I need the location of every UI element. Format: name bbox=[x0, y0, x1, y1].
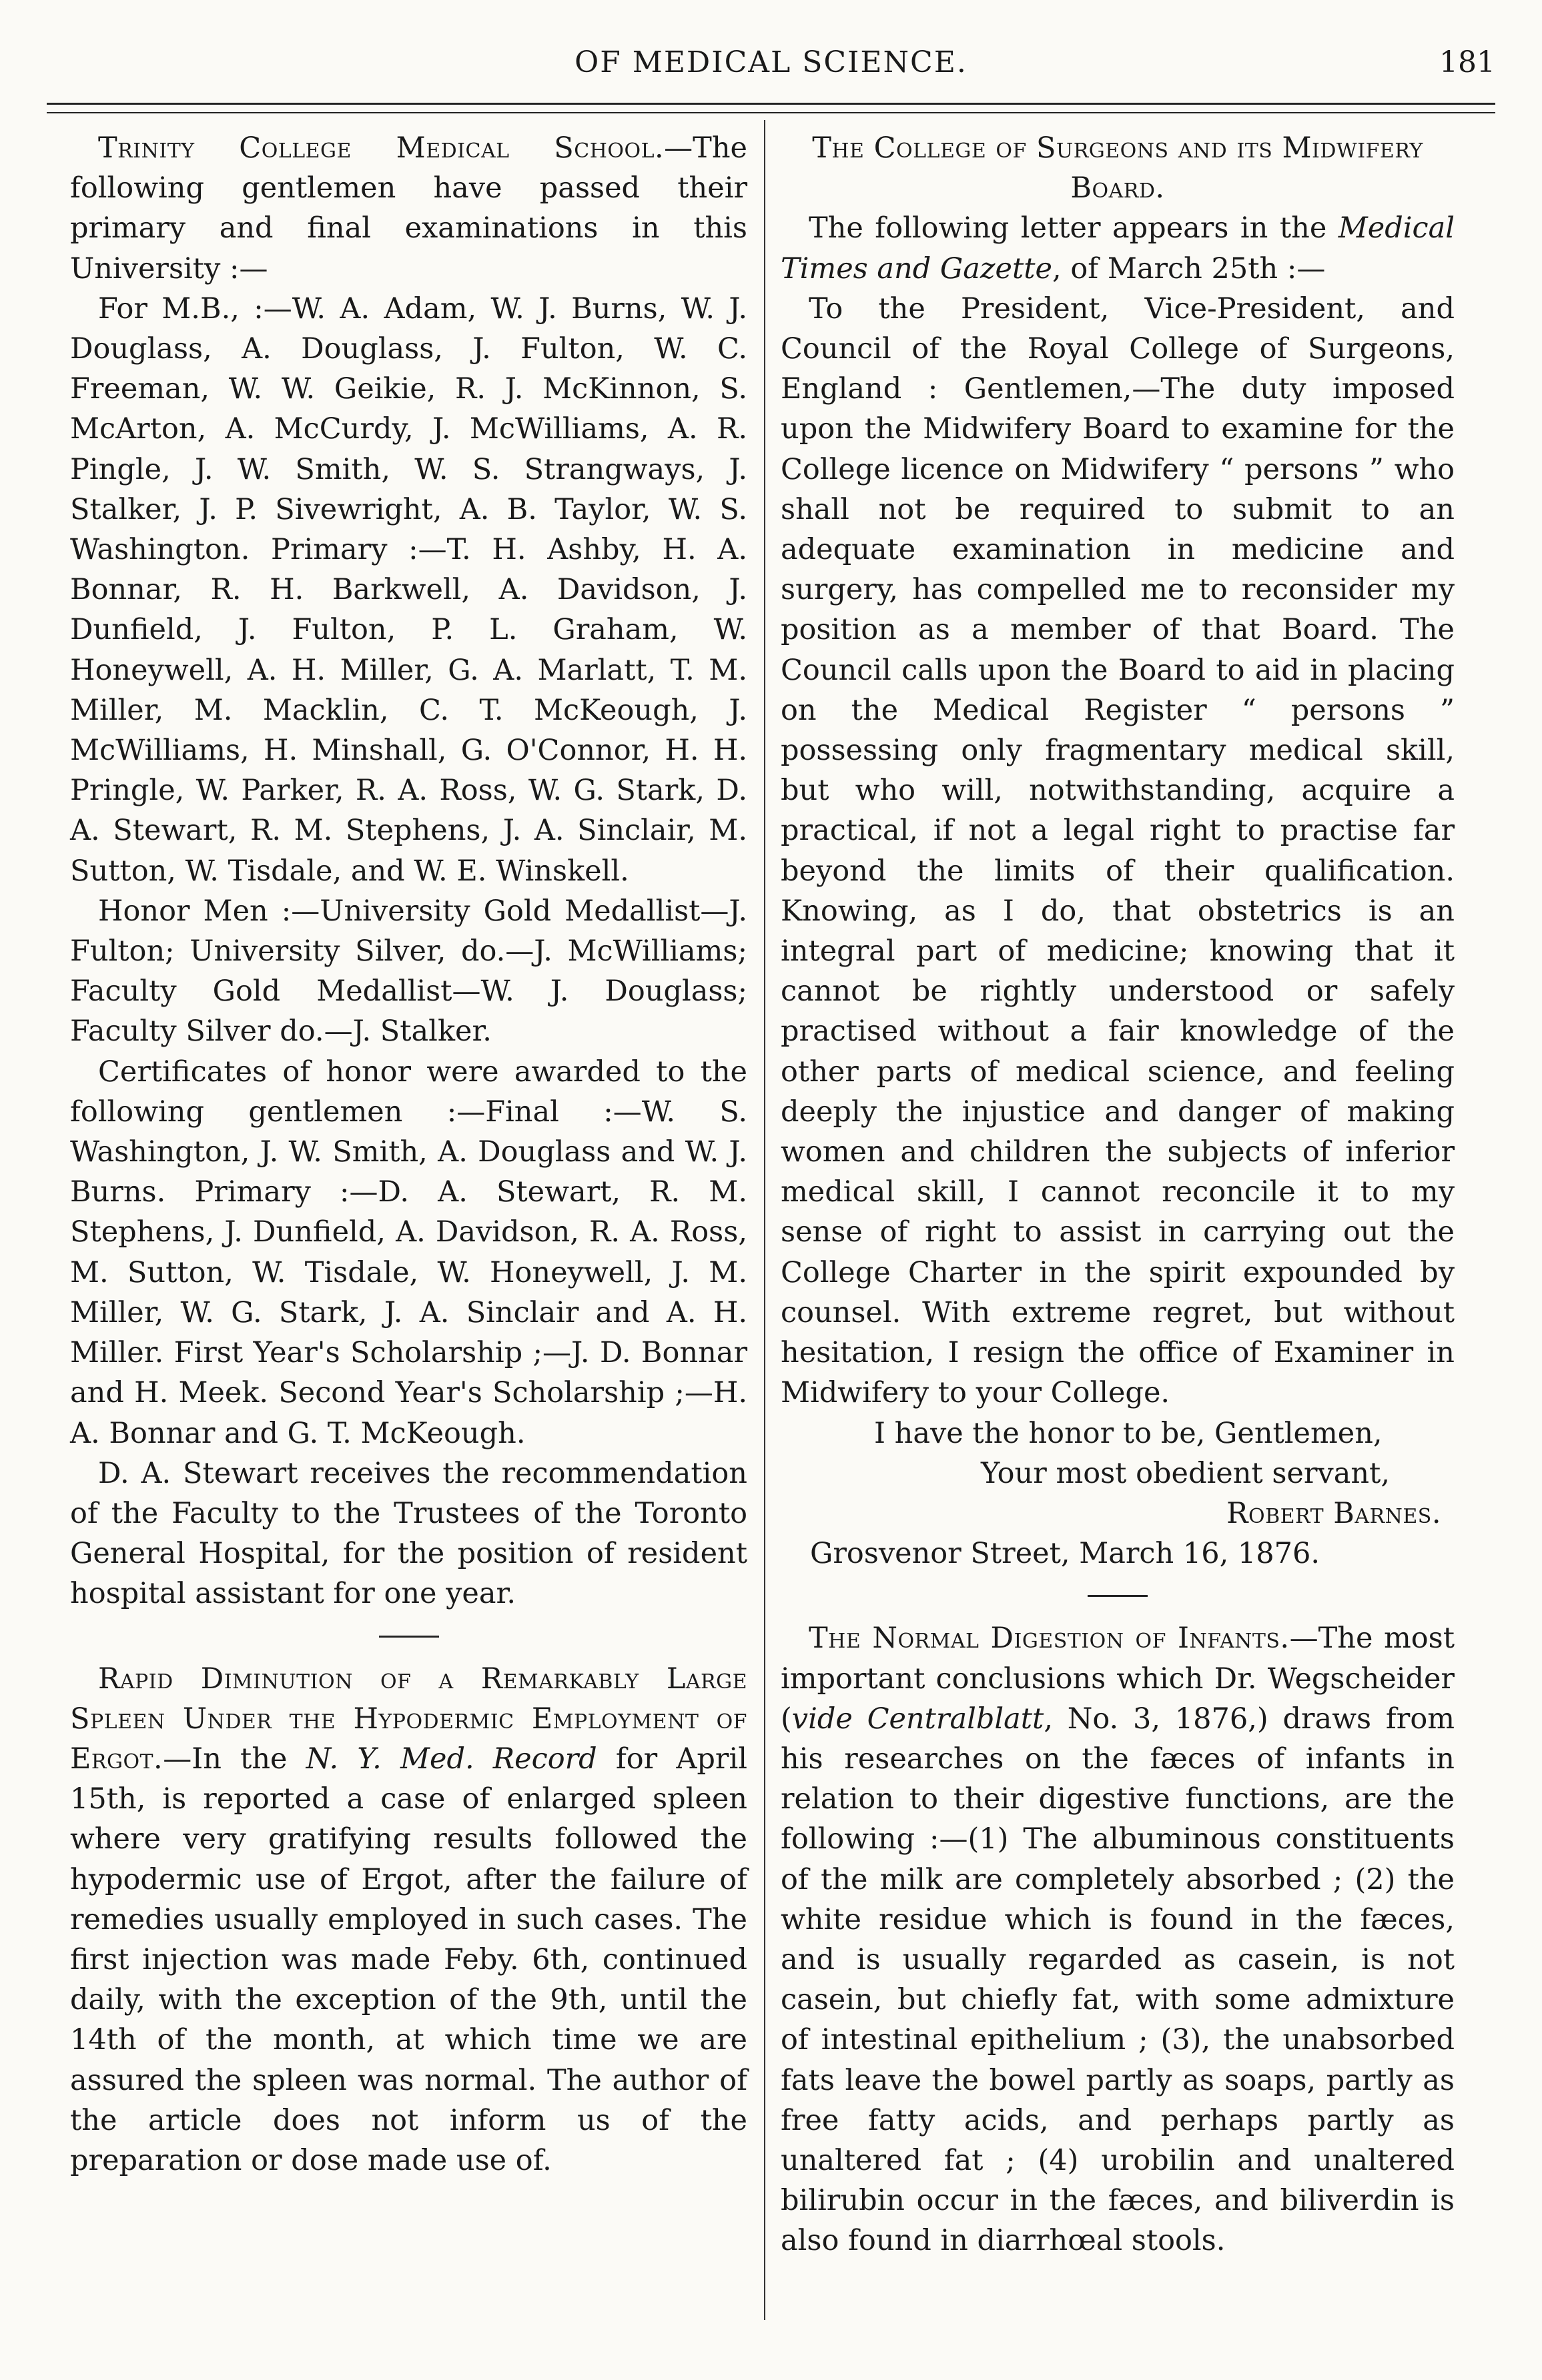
surgeons-intro-1: The following letter appears in the bbox=[809, 211, 1338, 245]
surgeons-letter: To the President, Vice-President, and Council of the Royal College of Surgeons, England : Gentlemen,—The duty imposed upon the Midwifery Board to examine for the College licence on Midwifery “ persons ” who shall not be required to submit to an adequate examination in medicine and surgery, has compelled me to reconsider my position as a member of that Board. The Council calls upon the Board to aid in placing on the Medical Register “ persons ” possessing only fragmentary medical skill, but who will, notwithstanding, acquire a practical, if not a legal right to practise far beyond the limits of their qualification. Knowing, as I do, that obstetrics is an integral part of medicine; knowing that it cannot be rightly understood or safely practised without a fair knowledge of the other parts of medical science, and feeling deeply the injustice and danger of making women and children the subjects of inferior medical skill, I cannot reconcile it to my sense of right to assist in carrying out the College Charter in the spirit expounded by counsel. With extreme regret, but without hesitation, I resign the office of Examiner in Midwifery to your College. bbox=[781, 291, 1455, 1410]
trinity-honor-men: Honor Men :—University Gold Medallist—J. Fulton; University Silver, do.—J. McWilliams; Faculty Gold Medallist—W. J. Douglass; Faculty Silver do.—J. Stalker. bbox=[70, 894, 747, 1049]
surgeons-intro bbox=[781, 208, 1455, 288]
right-column bbox=[781, 128, 1455, 2327]
infants-paragraph bbox=[781, 1618, 1455, 2261]
letter-date: Grosvenor Street, March 16, 1876. bbox=[810, 1537, 1320, 1571]
header-rule-thin bbox=[47, 112, 1495, 113]
infants-vide: vide Centralblatt bbox=[791, 1702, 1044, 1736]
section-separator bbox=[1088, 1595, 1148, 1597]
surgeons-heading: The College of Surgeons and its Midwifery Board. bbox=[812, 131, 1423, 205]
trinity-mb-list: For M.B., :—W. A. Adam, W. J. Burns, W. J. Douglass, A. Douglass, J. Fulton, W. C. Freeman, W. W. Geikie, R. J. McKinnon, S. McArton, A. McCurdy, J. McWilliams, A. R. Pingle, J. W. Smith, W. S. Strangways, J. Stalker, J. P. Sivewright, A. B. Taylor, W. S. Washington. Primary :—T. H. Ashby, H. A. Bonnar, R. H. Barkwell, A. Davidson, J. Dunfield, J. Fulton, P. L. Graham, W. Honeywell, A. H. Miller, G. A. Marlatt, T. M. Miller, M. Macklin, C. T. McKeough, J. McWilliams, H. Minshall, G. O'Connor, H. H. Pringle, W. Parker, R. A. Ross, W. G. Stark, D. A. Stewart, R. M. Stephens, J. A. Sinclair, M. Sutton, W. Tisdale, and W. E. Winskell. bbox=[70, 291, 747, 888]
infants-heading: The Normal Digestion of Infants. bbox=[809, 1622, 1290, 1656]
spleen-text-2: for April 15th, is reported a case of enlarged spleen where very gratifying results followed the hypodermic use of Ergot, after the failure of remedies usually employed in such cases. The first injection was made Feby. 6th, continued daily, with the exception of the 9th, until the 14th of the month, at which time we are assured the spleen was normal. The author of the article does not inform us of the preparation or dose made use of. bbox=[70, 1742, 747, 2177]
page-number: 181 bbox=[1439, 45, 1495, 79]
letter-closing-1: I have the honor to be, Gentlemen, bbox=[874, 1416, 1383, 1450]
surgeons-intro-2: , of March 25th :— bbox=[1052, 251, 1326, 285]
spleen-paragraph bbox=[70, 1659, 747, 2181]
spleen-text-1: —In the bbox=[163, 1742, 306, 1776]
section-separator bbox=[379, 1636, 439, 1638]
article-trinity-college bbox=[70, 128, 747, 1614]
page-header bbox=[47, 40, 1495, 100]
infants-text-2: , No. 3, 1876,) draws from his researches on the fæces of infants in relation to their digestive functions, are the following :—(1) The albuminous constituents of the milk are completely absorbed ; (2) the white residue which is found in the fæces, and is usually regarded as casein, is not casein, but chiefly fat, with some admixture of intestinal epithelium ; (3), the unabsorbed fats leave the bowel partly as soaps, partly as free fatty acids, and perhaps partly as unaltered fat ; (4) urobilin and unaltered bilirubin occur in the fæces, and biliverdin is also found in diarrhœal stools. bbox=[781, 1702, 1455, 2258]
trinity-heading: Trinity College Medical School. bbox=[98, 131, 665, 165]
trinity-intro-paragraph bbox=[70, 128, 747, 289]
infants-text-1: —The most important conclusions which Dr. Wegscheider ( bbox=[781, 1622, 1455, 1736]
article-college-surgeons bbox=[781, 128, 1455, 1574]
letter-signature: Robert Barnes. bbox=[1226, 1496, 1441, 1530]
trinity-stewart: D. A. Stewart receives the recommendation of the Faculty to the Trustees of the Toronto General Hospital, for the position of resident hospital assistant for one year. bbox=[70, 1456, 747, 1611]
letter-closing-2: Your most obedient servant, bbox=[981, 1456, 1391, 1490]
trinity-certificates: Certificates of honor were awarded to the following gentlemen :—Final :—W. S. Washington, J. W. Smith, A. Douglass and W. J. Burns. Primary :—D. A. Stewart, R. M. Stephens, J. Dunfield, A. Davidson, R. A. Ross, M. Sutton, W. Tisdale, W. Honeywell, J. M. Miller, W. G. Stark, J. A. Sinclair and A. H. Miller. First Year's Scholarship ;—J. D. Bonnar and H. Meek. Second Year's Scholarship ;—H. A. Bonnar and G. T. McKeough. bbox=[70, 1055, 747, 1450]
surgeons-journal: Medical Times and Gazette bbox=[781, 211, 1455, 285]
article-spleen-ergot bbox=[70, 1659, 747, 2181]
trinity-intro: —The following gentlemen have passed their primary and final examinations in this University :— bbox=[70, 131, 747, 285]
running-title: OF MEDICAL SCIENCE. bbox=[574, 45, 968, 79]
column-divider bbox=[764, 120, 765, 2320]
left-column bbox=[70, 128, 747, 2327]
article-infant-digestion bbox=[781, 1618, 1455, 2261]
spleen-heading: Rapid Diminution of a Remarkably Large Spleen Under the Hypodermic Employment of Ergot. bbox=[70, 1662, 747, 1776]
spleen-journal: N. Y. Med. Record bbox=[306, 1742, 597, 1776]
header-rule-thick bbox=[47, 103, 1495, 105]
